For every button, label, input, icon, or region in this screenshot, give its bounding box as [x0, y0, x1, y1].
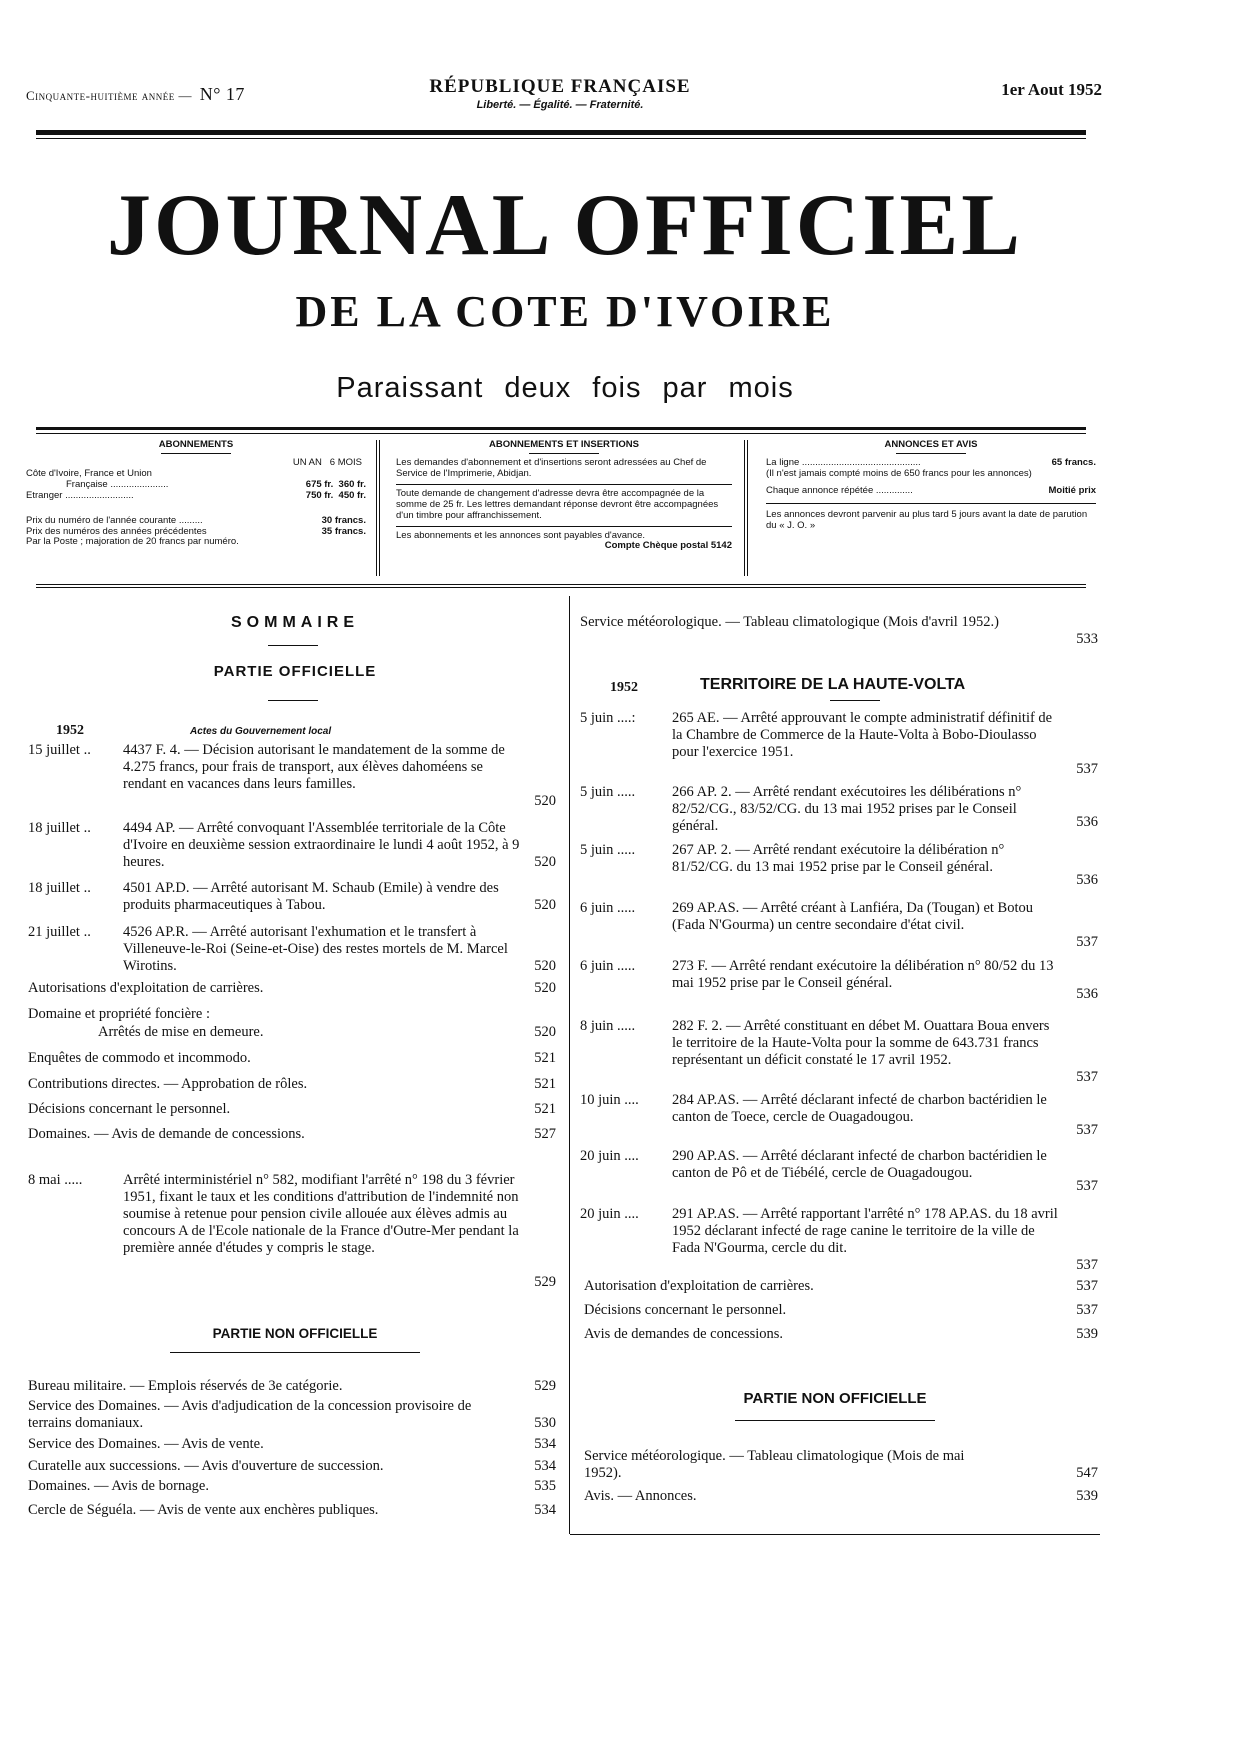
entry-date: 5 juin ....:	[580, 710, 636, 726]
abonnements-etranger-row: Etranger .......................... 750 fr. 450 fr.	[26, 489, 366, 501]
entry-page: 547	[1076, 1465, 1098, 1481]
entry-text: Service des Domaines. — Avis d'adjudication de la concession provisoire de terrains domaniaux.	[28, 1398, 472, 1431]
entry-page: 535	[534, 1478, 556, 1494]
entry-date: 5 juin .....	[580, 784, 636, 800]
republic-header	[400, 76, 720, 111]
compte-cheque: Compte Chèque postal 5142	[604, 540, 732, 552]
entry-text: 265 AE. — Arrêté approuvant le compte administratif définitif de la Chambre de Commerce de la Haute-Volta à Bobo-Dioulasso pour l'exercice 1951.	[672, 710, 1053, 760]
entry-text: 4526 AP.R. — Arrêté autorisant l'exhumation et le transfert à Villeneuve-le-Roi (Seine-et-Oise) des restes mortels de M. Marcel Wirotins.	[123, 924, 508, 974]
list-item	[28, 1101, 558, 1118]
list-item	[584, 1488, 1100, 1505]
masthead-subtitle: DE LA COTE D'IVOIRE	[295, 287, 835, 336]
heading-rule	[170, 1352, 420, 1353]
price-current-row: Prix du numéro de l'année courante ......... 30 francs.	[26, 514, 366, 526]
list-item	[28, 980, 558, 997]
top-rule	[36, 130, 1086, 135]
list-item	[584, 1278, 1100, 1295]
insertions-p2: Toute demande de changement d'adresse devra être accompagnée de la somme de 25 fr. Les lettres demandant réponse devront être accompagnées d'un timbre pour affranchissement.	[396, 487, 719, 521]
issue-year-label: Cinquante-huitième année	[26, 88, 175, 103]
entry-page: 534	[534, 1502, 556, 1518]
entry-page: 527	[534, 1126, 556, 1142]
entry-text: Arrêtés de mise en demeure.	[98, 1024, 264, 1040]
abonnements-title: ABONNEMENTS	[158, 439, 234, 450]
entry-page: 537	[1076, 1278, 1098, 1294]
entry-page: 530	[534, 1415, 556, 1431]
annonces-minimum: (Il n'est jamais compté moins de 650 francs pour les annonces)	[766, 467, 1032, 479]
entry-text: Décisions concernant le personnel.	[584, 1302, 787, 1318]
list-item	[28, 1478, 558, 1495]
entry-page: 534	[534, 1458, 556, 1474]
entry-page: 537	[1076, 1178, 1098, 1194]
entry-date: 18 juillet ..	[28, 880, 91, 896]
entry-date: 6 juin .....	[580, 900, 636, 916]
ornament	[268, 700, 318, 701]
annonces-repeat-row: Chaque annonce répétée .............. Moitié prix	[766, 484, 1096, 496]
entry-text: 291 AP.AS. — Arrêté rapportant l'arrêté n° 178 AP.AS. du 18 avril 1952 déclarant infecté de rage canine le territoire de la ville de Fada N'Gourma, cercle du dit.	[672, 1206, 1058, 1256]
entry-page: 539	[1076, 1488, 1098, 1504]
entry-date: 8 juin .....	[580, 1018, 636, 1034]
list-item	[28, 820, 558, 872]
top-rule-thin	[36, 138, 1086, 139]
annonces-ligne-row: La ligne ............................................. 65 francs.	[766, 456, 1096, 468]
issue-separator: —	[178, 88, 192, 103]
entry-date: 18 juillet ..	[28, 820, 91, 836]
entry-text: Domaine et propriété foncière :	[28, 1006, 210, 1022]
col-6-mois: 6 MOIS	[329, 456, 362, 468]
entry-page: 520	[534, 980, 556, 996]
box-bottom-rule-2	[36, 587, 1086, 588]
entry-page: 534	[534, 1436, 556, 1452]
entry-text: 4437 F. 4. — Décision autorisant le mandatement de la somme de 4.275 francs, pour frais de transport, aux élèves dahoméens se rendant en vacances dans leurs familles.	[123, 742, 505, 792]
year-label: 1952	[610, 680, 638, 695]
entry-text: Service météorologique. — Tableau climatologique (Mois de mai 1952).	[584, 1448, 965, 1481]
entry-text: 4501 AP.D. — Arrêté autorisant M. Schaub (Emile) à vendre des produits pharmaceutiques à Tabou.	[123, 880, 499, 913]
entry-text: 269 AP.AS. — Arrêté créant à Lanfiéra, Da (Tougan) et Botou (Fada N'Gourma) un centre secondaire d'état civil.	[672, 900, 1033, 933]
territoire-heading: TERRITOIRE DE LA HAUTE-VOLTA	[700, 676, 966, 693]
entry-date: 20 juin ....	[580, 1206, 639, 1222]
entry-page: 529	[534, 1274, 556, 1290]
entry-page: 537	[1076, 1069, 1098, 1085]
actes-label: Actes du Gouvernement local	[190, 726, 332, 737]
entry-date: 10 juin ....	[580, 1092, 639, 1108]
box-top-rule	[36, 427, 1086, 430]
annonces-deadline: Les annonces devront parvenir au plus tard 5 jours avant la date de parution du « J. O. »	[766, 508, 1088, 531]
box-separator-2	[744, 440, 748, 576]
masthead-title: JOURNAL OFFICIEL	[107, 177, 1023, 274]
list-item	[28, 924, 558, 976]
list-item	[28, 1436, 558, 1453]
insertions-box	[396, 440, 732, 578]
issue-date: 1er Aout 1952	[1001, 80, 1102, 99]
list-item	[28, 1024, 558, 1041]
box-separator-1	[376, 440, 380, 576]
entry-text: 273 F. — Arrêté rendant exécutoire la délibération n° 80/52 du 13 mai 1952 prise par le Conseil général.	[672, 958, 1054, 991]
column-divider	[569, 596, 570, 1534]
abonnements-france-row: Française ...................... 675 fr. 360 fr.	[66, 478, 366, 490]
list-item	[580, 1206, 1100, 1274]
entry-text: Service météorologique. — Tableau climatologique (Mois d'avril 1952.)	[580, 614, 999, 630]
entry-page: 536	[1076, 814, 1098, 830]
list-item	[28, 880, 558, 916]
partie-officielle-heading: PARTIE OFFICIELLE	[213, 663, 377, 680]
entry-text: Arrêté interministériel n° 582, modifiant l'arrêté n° 198 du 3 février 1951, fixant le taux et les conditions d'attribution de l'indemnité non soumise à retenue pour pension civile allouée aux élèves admis au concours A de l'Ecole nationale de la France d'Outre-Mer pendant la première année d'études y compris le stage.	[123, 1172, 519, 1256]
republic-motto: Liberté. — Égalité. — Fraternité.	[476, 99, 644, 111]
partie-non-officielle-heading-right: PARTIE NON OFFICIELLE	[743, 1390, 927, 1407]
col-un-an: UN AN	[292, 456, 322, 468]
list-item	[580, 614, 1100, 650]
entry-text: Domaines. — Avis de demande de concessions.	[28, 1126, 305, 1142]
entry-page: 529	[534, 1378, 556, 1394]
box-bottom-rule	[36, 584, 1086, 585]
entry-date: 5 juin .....	[580, 842, 636, 858]
list-item	[28, 1378, 558, 1395]
entry-text: Cercle de Séguéla. — Avis de vente aux enchères publiques.	[28, 1502, 379, 1518]
entry-page: 520	[534, 958, 556, 974]
issue-info	[26, 84, 245, 105]
abonnements-line1: Côte d'Ivoire, France et Union	[26, 467, 152, 479]
entry-text: Service des Domaines. — Avis de vente.	[28, 1436, 264, 1452]
list-item	[28, 1398, 558, 1432]
entry-date: 8 mai .....	[28, 1172, 83, 1188]
entry-text: Bureau militaire. — Emplois réservés de 3e catégorie.	[28, 1378, 343, 1394]
entry-text: Avis. — Annonces.	[584, 1488, 697, 1504]
list-item	[28, 742, 558, 810]
entry-text: 282 F. 2. — Arrêté constituant en débet M. Ouattara Boua envers le territoire de la Haute-Volta pour la somme de 643.731 francs représentant un déficit constaté le 17 avril 1952.	[672, 1018, 1050, 1068]
annonces-title: ANNONCES ET AVIS	[884, 439, 978, 450]
entry-text: Contributions directes. — Approbation de rôles.	[28, 1076, 308, 1092]
entry-text: Décisions concernant le personnel.	[28, 1101, 231, 1117]
list-item	[584, 1326, 1100, 1343]
entry-page: 537	[1076, 761, 1098, 777]
sommaire-heading: SOMMAIRE	[231, 614, 359, 631]
issue-number: N° 17	[199, 84, 245, 104]
list-item	[584, 1302, 1100, 1319]
entry-page: 520	[534, 897, 556, 913]
annonces-box	[766, 440, 1096, 578]
entry-date: 15 juillet ..	[28, 742, 91, 758]
entry-text: 266 AP. 2. — Arrêté rendant exécutoires les délibérations n° 82/52/CG., 83/52/CG. du 13 mai 1952 prises par le Conseil général.	[672, 784, 1022, 834]
list-item	[28, 1006, 558, 1023]
list-item	[580, 1148, 1100, 1200]
list-item	[28, 1172, 558, 1292]
entry-page: 521	[534, 1076, 556, 1092]
list-item	[28, 1076, 558, 1093]
list-item	[580, 1018, 1100, 1086]
insertions-p3: Les abonnements et les annonces sont payables d'avance.	[396, 529, 645, 541]
entry-page: 533	[1076, 631, 1098, 647]
entry-text: 4494 AP. — Arrêté convoquant l'Assemblée territoriale de la Côte d'Ivoire en deuxième session extraordinaire le lundi 4 août 1952, à 9 heures.	[123, 820, 520, 870]
abonnements-box	[26, 440, 366, 578]
list-item	[580, 842, 1100, 894]
list-item	[28, 1050, 558, 1067]
entry-text: Autorisations d'exploitation de carrières.	[28, 980, 264, 996]
entry-page: 537	[1076, 1122, 1098, 1138]
entry-text: Autorisation d'exploitation de carrières.	[584, 1278, 814, 1294]
republic-name: RÉPUBLIQUE FRANÇAISE	[429, 76, 691, 97]
list-item	[28, 1502, 558, 1519]
list-item	[580, 958, 1100, 1010]
ornament	[268, 645, 318, 646]
list-item	[580, 784, 1100, 836]
entry-text: 267 AP. 2. — Arrêté rendant exécutoire la délibération n° 81/52/CG. du 13 mai 1952 prise par le Conseil général.	[672, 842, 1005, 875]
list-item	[28, 1126, 558, 1143]
price-post: Par la Poste ; majoration de 20 francs par numéro.	[26, 536, 239, 548]
entry-page: 521	[534, 1101, 556, 1117]
entry-page: 536	[1076, 872, 1098, 888]
entry-text: Enquêtes de commodo et incommodo.	[28, 1050, 251, 1066]
insertions-title: ABONNEMENTS ET INSERTIONS	[489, 439, 639, 450]
list-item	[580, 900, 1100, 952]
entry-page: 539	[1076, 1326, 1098, 1342]
list-item	[28, 1458, 558, 1475]
partie-non-officielle-heading: PARTIE NON OFFICIELLE	[212, 1326, 378, 1341]
entry-page: 536	[1076, 986, 1098, 1002]
entry-page: 537	[1076, 1302, 1098, 1318]
box-top-rule-thin	[36, 433, 1086, 434]
entry-text: Domaines. — Avis de bornage.	[28, 1478, 209, 1494]
periodicity: Paraissant deux fois par mois	[336, 372, 794, 404]
price-previous-row: Prix des numéros des années précédentes 35 francs.	[26, 525, 366, 537]
list-item	[580, 710, 1100, 778]
entry-page: 520	[534, 1024, 556, 1040]
list-item	[580, 1092, 1100, 1144]
entry-page: 537	[1076, 1257, 1098, 1273]
entry-text: 290 AP.AS. — Arrêté déclarant infecté de charbon bactéridien le canton de Pô et de Tiébélé, cercle de Ouagadougou.	[672, 1148, 1047, 1181]
entry-date: 20 juin ....	[580, 1148, 639, 1164]
entry-text: 284 AP.AS. — Arrêté déclarant infecté de charbon bactéridien le canton de Toece, cercle de Ouagadougou.	[672, 1092, 1047, 1125]
insertions-p1: Les demandes d'abonnement et d'insertions seront adressées au Chef de Service de l'Imprimerie, Abidjan.	[396, 456, 707, 479]
entry-date: 21 juillet ..	[28, 924, 91, 940]
year-label: 1952	[56, 723, 84, 738]
right-column-bottom-rule	[570, 1534, 1100, 1535]
entry-text: Curatelle aux successions. — Avis d'ouverture de succession.	[28, 1458, 384, 1474]
entry-page: 537	[1076, 934, 1098, 950]
entry-page: 520	[534, 793, 556, 809]
entry-date: 6 juin .....	[580, 958, 636, 974]
heading-rule	[735, 1420, 935, 1421]
entry-page: 521	[534, 1050, 556, 1066]
entry-text: Avis de demandes de concessions.	[584, 1326, 784, 1342]
entry-page: 520	[534, 854, 556, 870]
ornament	[830, 700, 880, 701]
list-item	[584, 1448, 1100, 1482]
